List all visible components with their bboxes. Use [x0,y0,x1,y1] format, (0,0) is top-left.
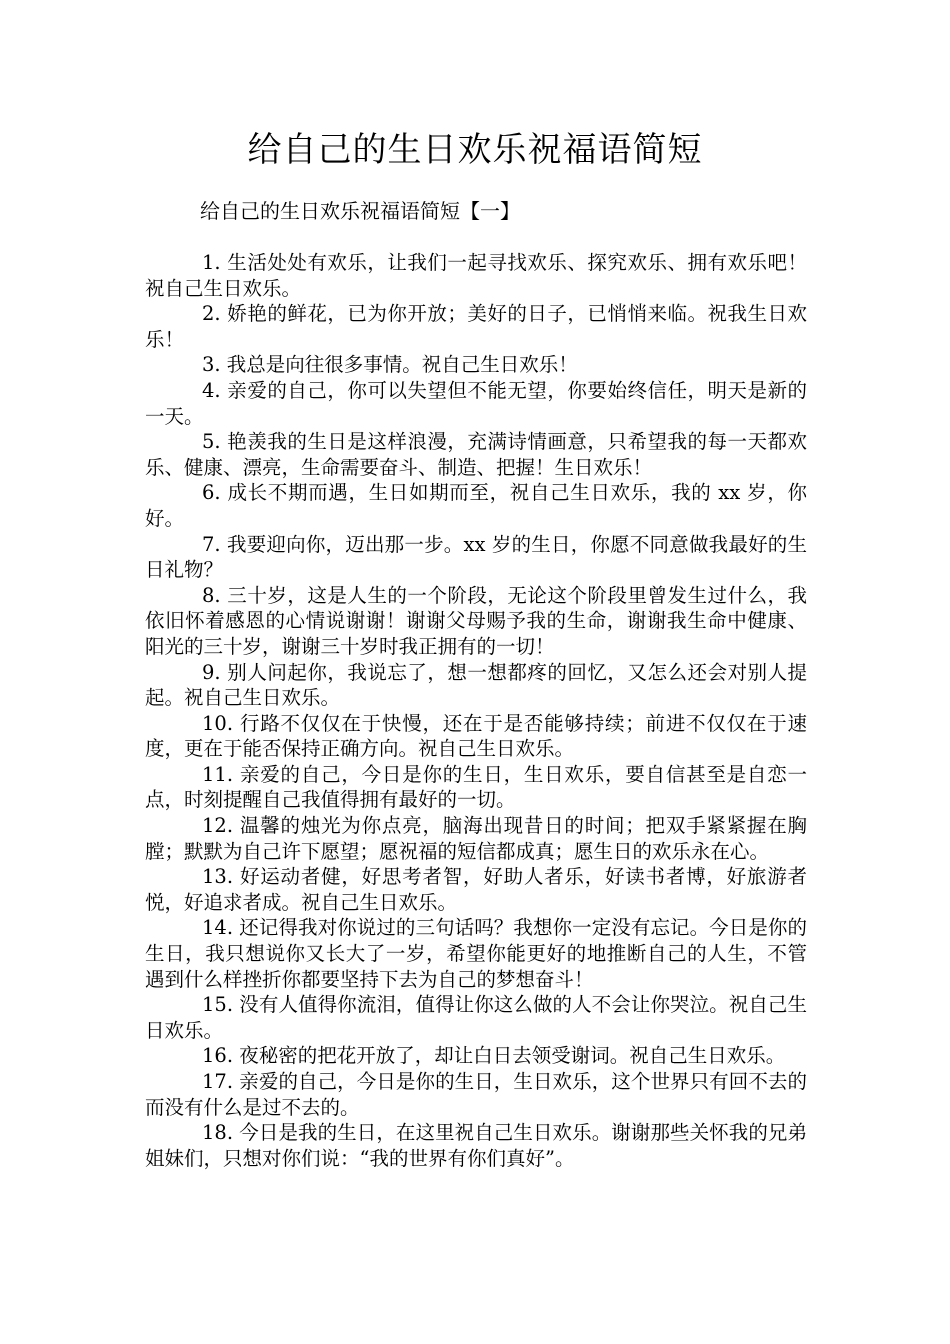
paragraph-13: 13. 好运动者健，好思考者智，好助人者乐，好读书者博，好旅游者悦，好追求者成。祝自己生日欢乐。 [145,865,807,914]
paragraph-5: 5. 艳羡我的生日是这样浪漫，充满诗情画意，只希望我的每一天都欢乐、健康、漂亮，生命需要奋斗、制造、把握！生日欢乐！ [145,430,807,479]
paragraph-3: 3. 我总是向往很多事情。祝自己生日欢乐！ [202,353,578,377]
document-title: 给自己的生日欢乐祝福语简短 [247,130,703,170]
paragraph-11: 11. 亲爱的自己，今日是你的生日，生日欢乐，要自信甚至是自恋一点，时刻提醒自己我值得拥有最好的一切。 [145,762,807,812]
paragraph-18: 18. 今日是我的生日，在这里祝自己生日欢乐。谢谢那些关怀我的兄弟姐妹们，只想对你们说：“我的世界有你们真好”。 [145,1121,807,1170]
paragraph-6: 6. 成长不期而遇，生日如期而至，祝自己生日欢乐，我的 xx 岁，你好。 [145,481,807,530]
document-body [145,250,807,1171]
paragraph-15: 15. 没有人值得你流泪，值得让你这么做的人不会让你哭泣。祝自己生日欢乐。 [145,993,807,1042]
paragraph-7: 7. 我要迎向你，迈出那一步。xx 岁的生日，你愿不同意做我最好的生日礼物？ [145,532,807,582]
paragraph-2: 2. 娇艳的鲜花，已为你开放；美好的日子，已悄悄来临。祝我生日欢乐！ [145,302,807,351]
paragraph-14: 14. 还记得我对你说过的三句话吗？我想你一定没有忘记。今日是你的生日，我只想说你又长大了一岁，希望你能更好的地推断自己的人生，不管遇到什么样挫折你都要坚持下去为自己的梦想奋斗！ [145,916,807,991]
section-heading: 给自己的生日欢乐祝福语简短【一】 [200,199,520,223]
paragraph-16: 16. 夜秘密的把花开放了，却让白日去领受谢词。祝自己生日欢乐。 [202,1044,786,1068]
paragraph-17: 17. 亲爱的自己，今日是你的生日，生日欢乐，这个世界只有回不去的而没有什么是过不去的。 [145,1070,807,1119]
paragraph-10: 10. 行路不仅仅在于快慢，还在于是否能够持续；前进不仅仅在于速度，更在于能否保持正确方向。祝自己生日欢乐。 [145,711,807,761]
paragraph-4: 4. 亲爱的自己，你可以失望但不能无望，你要始终信任，明天是新的一天。 [145,378,807,428]
paragraph-8: 8. 三十岁，这是人生的一个阶段，无论这个阶段里曾发生过什么，我依旧怀着感恩的心情说谢谢！谢谢父母赐予我的生命，谢谢我生命中健康、阳光的三十岁，谢谢三十岁时我正拥有的一切！ [145,583,807,658]
paragraph-9: 9. 别人问起你，我说忘了，想一想都疼的回忆，又怎么还会对别人提起。祝自己生日欢乐。 [145,660,807,710]
paragraph-12: 12. 温馨的烛光为你点亮，脑海出现昔日的时间；把双手紧紧握在胸膛；默默为自己许下愿望；愿祝福的短信都成真；愿生日的欢乐永在心。 [145,814,807,863]
paragraph-1: 1. 生活处处有欢乐，让我们一起寻找欢乐、探究欢乐、拥有欢乐吧！祝自己生日欢乐。 [145,251,807,300]
